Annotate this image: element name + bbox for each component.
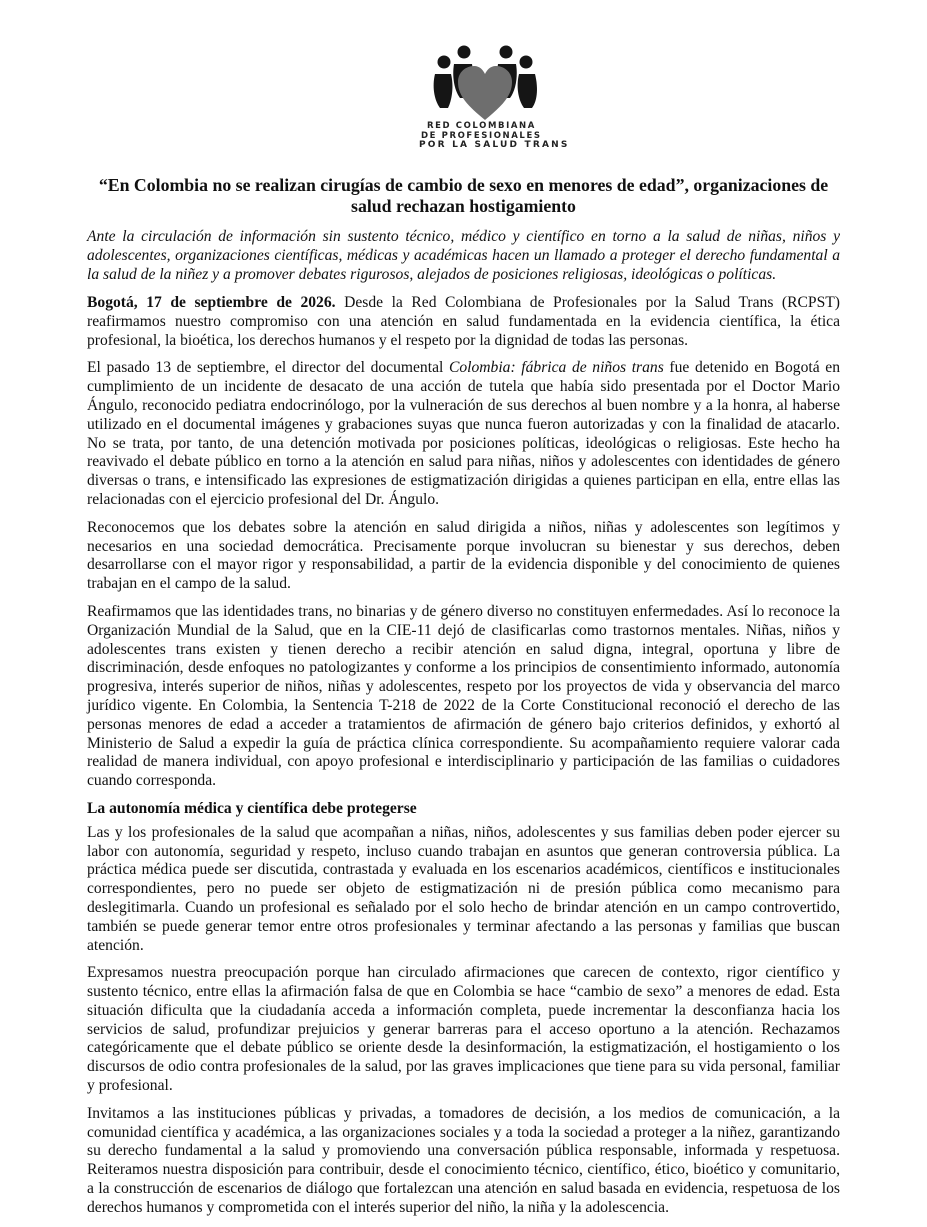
paragraph-2-before: El pasado 13 de septiembre, el director del documental (87, 359, 449, 377)
article-body (87, 294, 840, 1227)
logo-line-2: DE PROFESIONALES (421, 130, 542, 141)
paragraph-6: Expresamos nuestra preocupación porque han circulado afirmaciones que carecen de contexto, rigor científico y sustento técnico, entre ellas la afirmación falsa de que en Colombia se hace “cambio de sexo” a menores de edad. Esta situación dificulta que la ciudadanía acceda a información completa, puede incrementar la desconfianza hacia los servicios de salud, profundizar prejuicios y generar barreras para el acceso oportuno a la atención. Rechazamos categóricamente que el debate público se oriente desde la desinformación, la estigmatización, el hostigamiento o los discursos de odio contra profesionales de la salud, por las graves implicaciones que tiene para su vida personal, familiar y profesional. (87, 964, 840, 1095)
logo-line-3: POR LA SALUD TRANS (419, 140, 570, 150)
paragraph-2 (87, 359, 840, 509)
paragraph-1 (87, 294, 840, 350)
rcpst-logo (415, 44, 570, 154)
figures-heart-logo-icon (430, 44, 540, 122)
paragraph-7: Invitamos a las instituciones públicas y privadas, a tomadores de decisión, a los medios de comunicación, a la comunidad científica y académica, a las organizaciones sociales y a toda la sociedad a proteger a la niñez, garantizando su derecho fundamental a la salud y promoviendo una conversación pública responsable, informada y respetuosa. Reiteramos nuestra disposición para contribuir, desde el conocimiento técnico, científico, ético, bioético y comunitario, a la construcción de escenarios de diálogo que fortalezcan una atención en salud basada en evidencia, respetuosa de los derechos humanos y comprometida con el interés superior del niño, la niña y la adolescencia. (87, 1104, 840, 1216)
dateline: Bogotá, 17 de septiembre de 2026. (87, 294, 336, 311)
paragraph-4: Reafirmamos que las identidades trans, no binarias y de género diverso no constituyen enfermedades. Así lo reconoce la Organización Mundial de la Salud, que en la CIE-11 dejó de clasificarlas como trastornos mentales. Niñas, niños y adolescentes trans existen y tienen derecho a recibir atención en salud digna, integral, oportuna y libre de discriminación, desde enfoques no patologizantes y conforme a los principios de consentimiento informado, autonomía progresiva, interés superior de niños, niñas y adolescentes, respeto por los proyectos de vida y observancia del marco jurídico vigente. En Colombia, la Sentencia T-218 de 2022 de la Corte Constitucional reconoció el derecho de las personas menores de edad a acceder a tratamientos de afirmación de género bajo criterios definidos, y exhortó al Ministerio de Salud a expedir la guía de práctica clínica correspondiente. Su acompañamiento requiere valorar cada realidad de manera individual, con apoyo profesional e interdisciplinario y participación de las familias o cuidadores cuando corresponda. (87, 602, 840, 790)
lead-paragraph: Ante la circulación de información sin sustento técnico, médico y científico en torno a la salud de niñas, niños y adolescentes, organizaciones científicas, médicas y académicas hacen un llamado a proteger el derecho fundamental a la salud de la niñez y a promover debates rigurosos, alejados de posiciones religiosas, ideológicas o políticas. (87, 228, 840, 283)
section-heading: La autonomía médica y científica debe protegerse (87, 799, 417, 817)
paragraph-5: Las y los profesionales de la salud que acompañan a niñas, niños, adolescentes y sus familias deben poder ejercer su labor con autonomía, seguridad y respeto, incluso cuando trabajan en asuntos que generan controversia pública. La práctica médica puede ser discutida, contrastada y evaluada en los escenarios académicos, científicos e institucionales correspondientes, pero no puede ser objeto de estigmatización ni de presión pública como mecanismo para deslegitimarla. Cuando un profesional es señalado por el solo hecho de brindar atención en un campo controvertido, también se puede generar temor entre otros profesionales y terminar afectando a las personas y familias que buscan atención. (87, 823, 840, 954)
logo-wordmark (419, 121, 570, 151)
paragraph-1-text: Desde la Red Colombiana de Profesionales por la Salud Trans (RCPST) reafirmamos nuestro compromiso con una atención en salud fundamentada en la evidencia científica, la ética profesional, la bioética, los derechos humanos y el respeto por la dignidad de todas las personas. (87, 294, 840, 349)
paragraph-2-after: fue detenido en Bogotá en cumplimiento de un incidente de desacato de una acción de tutela que había sido presentada por el Doctor Mario Ángulo, reconocido pediatra endocrinólogo, por la vulneración de sus derechos al buen nombre y a la honra, al haberse utilizado en el documental imágenes y grabaciones suyas que nunca fueron autorizadas y con la finalidad de atacarlo. No se trata, por tanto, de una detención motivada por posiciones políticas, ideológicas o religiosas. Este hecho ha reavivado el debate público en torno a la atención en salud para niñas, niños y adolescentes con identidades de género diversas o trans, e intensificado las expresiones de estigmatización dirigidas a quienes participan en ella, entre ellas las relacionadas con el ejercicio profesional del Dr. Ángulo. (87, 359, 840, 508)
logo-line-1: RED COLOMBIANA (427, 121, 536, 131)
paragraph-3: Reconocemos que los debates sobre la atención en salud dirigida a niños, niñas y adolescentes son legítimos y necesarios en una sociedad democrática. Precisamente porque involucran su bienestar y sus derechos, deben desarrollarse con el mayor rigor y responsabilidad, a partir de la evidencia disponible y del conocimiento de quienes trabajan en el campo de la salud. (87, 518, 840, 593)
headline: “En Colombia no se realizan cirugías de cambio de sexo en menores de edad”, organizaciones de salud rechazan hostigamiento (98, 175, 829, 216)
documentary-title: Colombia: fábrica de niños trans (448, 359, 664, 377)
